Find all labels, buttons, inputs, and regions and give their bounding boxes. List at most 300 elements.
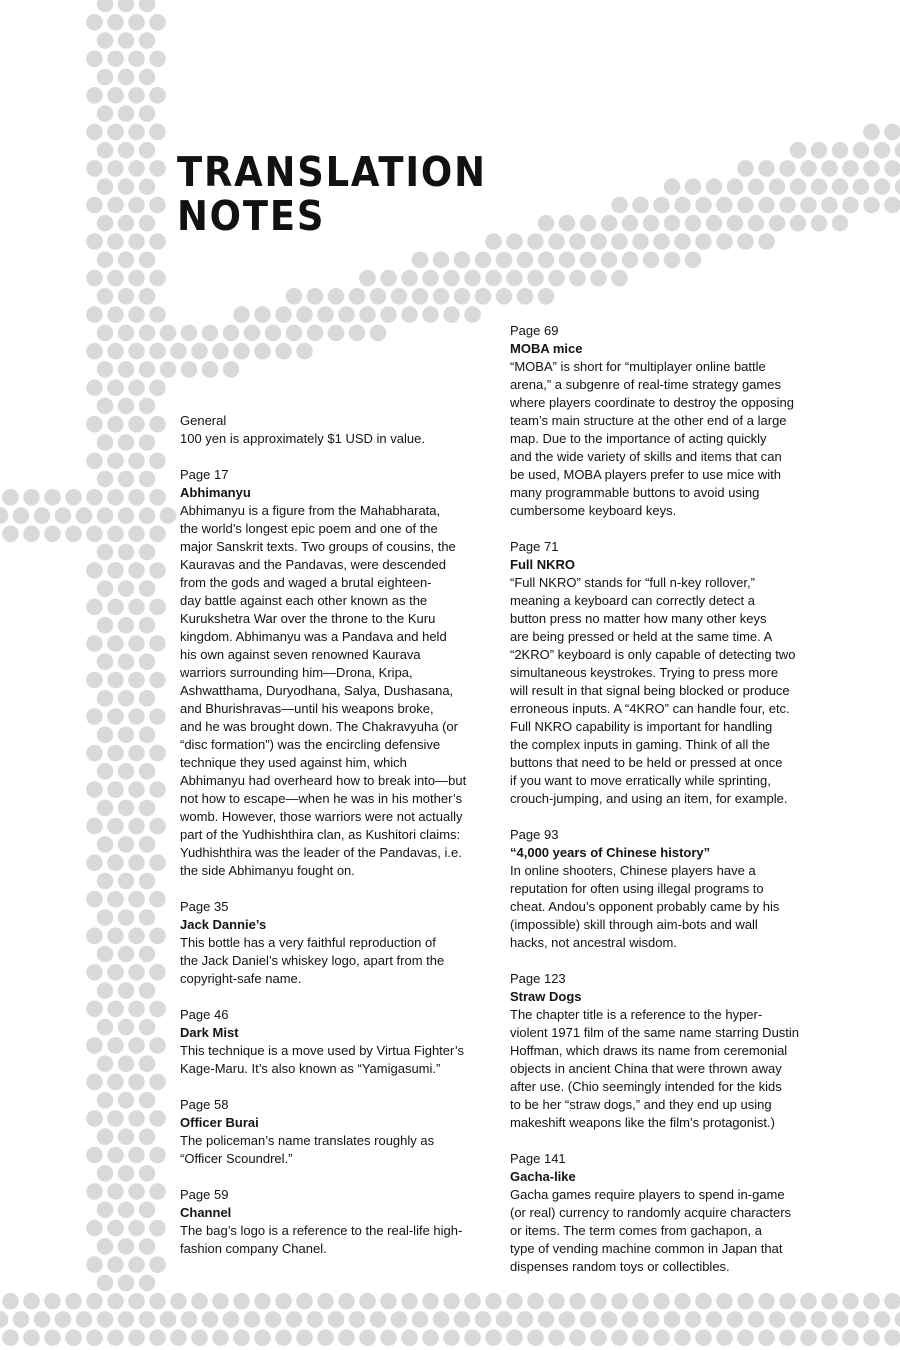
halftone-dot xyxy=(412,1311,429,1328)
halftone-dot xyxy=(86,343,103,360)
halftone-dot xyxy=(128,416,145,433)
halftone-dot xyxy=(86,708,103,725)
halftone-dot xyxy=(338,1329,355,1346)
note-heading: Officer Burai xyxy=(180,1115,259,1130)
halftone-dot xyxy=(716,233,733,250)
halftone-dot xyxy=(874,142,891,159)
halftone-dot xyxy=(391,288,408,305)
halftone-dot xyxy=(695,1293,712,1310)
note-line: the side Abhimanyu fought on. xyxy=(180,863,355,878)
halftone-dot xyxy=(170,1293,187,1310)
halftone-dot xyxy=(538,1311,555,1328)
note-heading: Jack Dannie’s xyxy=(180,917,267,932)
halftone-dot xyxy=(842,1329,859,1346)
halftone-dot xyxy=(674,233,691,250)
halftone-dot xyxy=(475,288,492,305)
halftone-dot xyxy=(86,1329,103,1346)
halftone-dot xyxy=(758,197,775,214)
halftone-dot xyxy=(874,178,891,195)
note-chinese-history xyxy=(510,826,820,952)
halftone-dot xyxy=(716,197,733,214)
halftone-dot xyxy=(149,635,166,652)
halftone-dot xyxy=(506,1293,523,1310)
halftone-dot xyxy=(244,325,261,342)
halftone-dot xyxy=(674,1329,691,1346)
note-line: from the gods and waged a brutal eighteen- xyxy=(180,575,432,590)
note-page-label: Page 71 xyxy=(510,539,559,554)
halftone-dot xyxy=(128,1220,145,1237)
halftone-dot xyxy=(517,251,534,268)
halftone-dot xyxy=(307,1311,324,1328)
halftone-dot xyxy=(13,1311,30,1328)
halftone-dot xyxy=(97,507,114,524)
halftone-dot xyxy=(139,142,156,159)
halftone-dot xyxy=(128,928,145,945)
halftone-dot xyxy=(128,343,145,360)
halftone-dot xyxy=(160,1311,177,1328)
halftone-dot xyxy=(107,1256,124,1273)
halftone-dot xyxy=(832,215,849,232)
halftone-dot xyxy=(128,1037,145,1054)
halftone-dot xyxy=(181,361,198,378)
note-line: Yudhishthira was the leader of the Pandavas, i.e. xyxy=(180,845,462,860)
halftone-dot xyxy=(149,51,166,68)
note-body xyxy=(180,1042,490,1078)
halftone-dot xyxy=(97,288,114,305)
halftone-dot xyxy=(149,1110,166,1127)
halftone-dot xyxy=(139,507,156,524)
halftone-dot xyxy=(181,325,198,342)
halftone-dot xyxy=(328,1311,345,1328)
note-body xyxy=(510,1186,820,1276)
halftone-dot xyxy=(811,178,828,195)
halftone-dot xyxy=(149,891,166,908)
halftone-dot xyxy=(149,1293,166,1310)
halftone-dot xyxy=(107,1074,124,1091)
halftone-dot xyxy=(107,1220,124,1237)
halftone-dot xyxy=(139,1202,156,1219)
halftone-dot xyxy=(23,526,40,543)
note-line: (impossible) skill through aim-bots and wall xyxy=(510,917,758,932)
halftone-dot xyxy=(506,270,523,287)
halftone-dot xyxy=(34,1311,51,1328)
halftone-dot xyxy=(296,1293,313,1310)
halftone-dot xyxy=(674,1293,691,1310)
halftone-dot xyxy=(86,233,103,250)
halftone-dot xyxy=(97,982,114,999)
note-line: button press no matter how many other keys xyxy=(510,611,767,626)
halftone-dot xyxy=(254,1293,271,1310)
halftone-dot xyxy=(86,14,103,31)
halftone-dot xyxy=(139,178,156,195)
halftone-dot xyxy=(128,635,145,652)
halftone-dot xyxy=(128,51,145,68)
halftone-dot xyxy=(139,946,156,963)
halftone-dot xyxy=(359,1329,376,1346)
halftone-dot xyxy=(118,1165,135,1182)
halftone-dot xyxy=(244,1311,261,1328)
halftone-dot xyxy=(653,233,670,250)
halftone-dot xyxy=(548,1329,565,1346)
halftone-dot xyxy=(86,306,103,323)
page-title xyxy=(177,150,487,238)
halftone-dot xyxy=(359,270,376,287)
halftone-dot xyxy=(118,1055,135,1072)
halftone-dot xyxy=(758,160,775,177)
halftone-dot xyxy=(97,800,114,817)
note-line: will result in that signal being blocked or produce xyxy=(510,683,790,698)
halftone-dot xyxy=(107,343,124,360)
halftone-dot xyxy=(737,1329,754,1346)
halftone-dot xyxy=(97,946,114,963)
halftone-dot xyxy=(748,1311,765,1328)
halftone-dot xyxy=(44,1293,61,1310)
halftone-dot xyxy=(548,233,565,250)
halftone-dot xyxy=(2,489,19,506)
halftone-dot xyxy=(779,160,796,177)
halftone-dot xyxy=(443,1293,460,1310)
halftone-dot xyxy=(569,270,586,287)
halftone-dot xyxy=(664,251,681,268)
halftone-dot xyxy=(548,270,565,287)
halftone-dot xyxy=(118,142,135,159)
halftone-dot xyxy=(118,653,135,670)
halftone-dot xyxy=(149,964,166,981)
note-line: This bottle has a very faithful reproduction of xyxy=(180,935,436,950)
halftone-dot xyxy=(139,1092,156,1109)
note-page-label: Page 46 xyxy=(180,1007,229,1022)
halftone-dot xyxy=(338,306,355,323)
note-gacha-like xyxy=(510,1150,820,1276)
note-body xyxy=(510,358,820,520)
halftone-dot xyxy=(842,197,859,214)
note-line: objects in ancient China that were thrown away xyxy=(510,1061,782,1076)
halftone-dot xyxy=(821,1329,838,1346)
halftone-dot xyxy=(706,178,723,195)
halftone-dot xyxy=(307,288,324,305)
halftone-dot xyxy=(65,526,82,543)
halftone-dot xyxy=(580,215,597,232)
halftone-dot xyxy=(139,1275,156,1292)
halftone-dot xyxy=(118,617,135,634)
halftone-dot xyxy=(97,251,114,268)
halftone-dot xyxy=(643,1311,660,1328)
halftone-dot xyxy=(118,544,135,561)
halftone-dot xyxy=(895,1311,900,1328)
halftone-dot xyxy=(233,1293,250,1310)
halftone-dot xyxy=(86,489,103,506)
halftone-dot xyxy=(254,1329,271,1346)
halftone-dot xyxy=(139,727,156,744)
halftone-dot xyxy=(86,51,103,68)
halftone-dot xyxy=(695,197,712,214)
note-line: violent 1971 film of the same name starring Dustin xyxy=(510,1025,800,1040)
halftone-dot xyxy=(433,288,450,305)
halftone-dot xyxy=(128,818,145,835)
halftone-dot xyxy=(716,1329,733,1346)
halftone-dot xyxy=(790,142,807,159)
halftone-dot xyxy=(800,197,817,214)
halftone-dot xyxy=(107,599,124,616)
halftone-dot xyxy=(97,325,114,342)
halftone-dot xyxy=(128,854,145,871)
halftone-dot xyxy=(107,51,124,68)
halftone-dot xyxy=(727,215,744,232)
halftone-dot xyxy=(853,1311,870,1328)
halftone-dot xyxy=(107,87,124,104)
halftone-dot xyxy=(107,1037,124,1054)
note-body xyxy=(180,502,490,880)
halftone-dot xyxy=(128,1329,145,1346)
halftone-dot xyxy=(380,270,397,287)
halftone-dot xyxy=(475,1311,492,1328)
halftone-dot xyxy=(97,580,114,597)
halftone-dot xyxy=(107,1293,124,1310)
halftone-dot xyxy=(118,1092,135,1109)
halftone-dot xyxy=(118,215,135,232)
halftone-dot xyxy=(86,526,103,543)
halftone-dot xyxy=(118,763,135,780)
halftone-dot xyxy=(842,160,859,177)
halftone-dot xyxy=(107,1183,124,1200)
halftone-dot xyxy=(590,1329,607,1346)
halftone-dot xyxy=(107,854,124,871)
halftone-dot xyxy=(769,215,786,232)
halftone-dot xyxy=(149,379,166,396)
halftone-dot xyxy=(559,251,576,268)
note-line: “2KRO” keyboard is only capable of detecting two xyxy=(510,647,796,662)
halftone-dot xyxy=(107,928,124,945)
halftone-dot xyxy=(328,325,345,342)
note-line: kingdom. Abhimanyu was a Pandava and held xyxy=(180,629,447,644)
halftone-dot xyxy=(737,160,754,177)
note-line: simultaneous keystrokes. Trying to press more xyxy=(510,665,779,680)
halftone-dot xyxy=(811,142,828,159)
note-line: “Officer Scoundrel.” xyxy=(180,1151,293,1166)
halftone-dot xyxy=(76,1311,93,1328)
halftone-dot xyxy=(674,197,691,214)
note-line: the world’s longest epic poem and one of the xyxy=(180,521,438,536)
halftone-dot xyxy=(601,251,618,268)
note-line: hacks, not ancestral wisdom. xyxy=(510,935,677,950)
halftone-dot xyxy=(170,1329,187,1346)
halftone-dot xyxy=(97,0,114,12)
note-line: “Full NKRO” stands for “full n-key rollover,” xyxy=(510,575,755,590)
halftone-dot xyxy=(265,325,282,342)
halftone-dot xyxy=(97,178,114,195)
halftone-dot xyxy=(863,1329,880,1346)
halftone-dot xyxy=(139,1128,156,1145)
halftone-dot xyxy=(139,288,156,305)
note-full-nkro xyxy=(510,538,820,808)
halftone-dot xyxy=(884,160,900,177)
halftone-dot xyxy=(811,1311,828,1328)
halftone-dot xyxy=(0,507,8,524)
halftone-dot xyxy=(107,489,124,506)
halftone-dot xyxy=(128,1074,145,1091)
halftone-dot xyxy=(107,891,124,908)
halftone-dot xyxy=(107,306,124,323)
halftone-dot xyxy=(149,14,166,31)
halftone-dot xyxy=(128,160,145,177)
halftone-dot xyxy=(23,489,40,506)
halftone-dot xyxy=(97,434,114,451)
halftone-dot xyxy=(485,233,502,250)
halftone-dot xyxy=(884,1329,900,1346)
halftone-dot xyxy=(139,69,156,86)
halftone-dot xyxy=(118,325,135,342)
halftone-dot xyxy=(254,343,271,360)
halftone-dot xyxy=(821,160,838,177)
halftone-dot xyxy=(611,233,628,250)
halftone-dot xyxy=(107,672,124,689)
halftone-dot xyxy=(254,306,271,323)
halftone-dot xyxy=(296,1329,313,1346)
halftone-dot xyxy=(611,1293,628,1310)
halftone-dot xyxy=(86,1256,103,1273)
halftone-dot xyxy=(380,1329,397,1346)
note-body xyxy=(180,430,490,448)
halftone-dot xyxy=(149,1329,166,1346)
halftone-dot xyxy=(86,635,103,652)
note-line: arena,” a subgenre of real-time strategy games xyxy=(510,377,781,392)
halftone-dot xyxy=(97,836,114,853)
note-page-label: Page 35 xyxy=(180,899,229,914)
halftone-dot xyxy=(86,160,103,177)
halftone-dot xyxy=(517,288,534,305)
halftone-dot xyxy=(737,197,754,214)
note-line: reputation for often using illegal programs to xyxy=(510,881,764,896)
halftone-dot xyxy=(727,178,744,195)
halftone-dot xyxy=(884,124,900,141)
halftone-dot xyxy=(149,306,166,323)
halftone-dot xyxy=(527,1293,544,1310)
halftone-dot xyxy=(86,1074,103,1091)
halftone-dot xyxy=(2,526,19,543)
halftone-dot xyxy=(65,489,82,506)
halftone-dot xyxy=(580,251,597,268)
halftone-dot xyxy=(23,1329,40,1346)
halftone-dot xyxy=(391,1311,408,1328)
halftone-dot xyxy=(128,1001,145,1018)
halftone-dot xyxy=(275,1293,292,1310)
halftone-dot xyxy=(97,1202,114,1219)
halftone-dot xyxy=(86,1001,103,1018)
halftone-dot xyxy=(118,507,135,524)
halftone-dot xyxy=(622,251,639,268)
halftone-dot xyxy=(139,251,156,268)
halftone-dot xyxy=(86,891,103,908)
halftone-dot xyxy=(139,1311,156,1328)
halftone-dot xyxy=(86,1147,103,1164)
halftone-dot xyxy=(86,928,103,945)
halftone-dot xyxy=(118,361,135,378)
halftone-dot xyxy=(2,1293,19,1310)
halftone-dot xyxy=(863,160,880,177)
halftone-dot xyxy=(97,1055,114,1072)
halftone-dot xyxy=(454,251,471,268)
halftone-dot xyxy=(107,233,124,250)
halftone-dot xyxy=(97,471,114,488)
halftone-dot xyxy=(832,142,849,159)
halftone-dot xyxy=(412,288,429,305)
note-line: erroneous inputs. A “4KRO” can handle four, etc. xyxy=(510,701,790,716)
halftone-dot xyxy=(86,1110,103,1127)
halftone-dot xyxy=(0,1311,8,1328)
note-line: “MOBA” is short for “multiplayer online battle xyxy=(510,359,766,374)
halftone-dot xyxy=(139,361,156,378)
note-line: the Jack Daniel’s whiskey logo, apart from the xyxy=(180,953,445,968)
note-line: dispenses random toys or collectibles. xyxy=(510,1259,730,1274)
halftone-dot xyxy=(128,745,145,762)
note-dark-mist xyxy=(180,1006,490,1078)
note-body xyxy=(510,1006,820,1132)
halftone-dot xyxy=(790,1311,807,1328)
halftone-dot xyxy=(139,544,156,561)
halftone-dot xyxy=(202,325,219,342)
halftone-dot xyxy=(139,1165,156,1182)
note-heading: Straw Dogs xyxy=(510,989,582,1004)
halftone-dot xyxy=(128,14,145,31)
halftone-dot xyxy=(464,306,481,323)
halftone-dot xyxy=(107,453,124,470)
halftone-dot xyxy=(97,215,114,232)
halftone-dot xyxy=(139,215,156,232)
halftone-dot xyxy=(664,215,681,232)
halftone-dot xyxy=(412,251,429,268)
halftone-dot xyxy=(139,1055,156,1072)
note-channel xyxy=(180,1186,490,1258)
note-line: his own against seven renowned Kaurava xyxy=(180,647,421,662)
halftone-dot xyxy=(139,800,156,817)
halftone-dot xyxy=(727,1311,744,1328)
halftone-dot xyxy=(685,1311,702,1328)
halftone-dot xyxy=(821,197,838,214)
halftone-dot xyxy=(86,781,103,798)
halftone-dot xyxy=(118,580,135,597)
halftone-dot xyxy=(139,325,156,342)
halftone-dot xyxy=(44,1329,61,1346)
note-line: technique they used against him, which xyxy=(180,755,407,770)
halftone-dot xyxy=(779,197,796,214)
halftone-dot xyxy=(748,215,765,232)
halftone-dot xyxy=(853,142,870,159)
halftone-dot xyxy=(107,818,124,835)
halftone-dot xyxy=(170,343,187,360)
note-line: after use. (Chio seemingly intended for the kids xyxy=(510,1079,782,1094)
halftone-dot xyxy=(97,763,114,780)
note-heading: Channel xyxy=(180,1205,232,1220)
halftone-dot xyxy=(139,1019,156,1036)
halftone-dot xyxy=(643,251,660,268)
halftone-dot xyxy=(128,197,145,214)
halftone-dot xyxy=(118,32,135,49)
halftone-dot xyxy=(97,105,114,122)
halftone-dot xyxy=(622,215,639,232)
halftone-dot xyxy=(632,1329,649,1346)
halftone-dot xyxy=(86,416,103,433)
halftone-dot xyxy=(97,873,114,890)
halftone-dot xyxy=(160,361,177,378)
halftone-dot xyxy=(853,178,870,195)
note-officer-burai xyxy=(180,1096,490,1168)
halftone-dot xyxy=(737,1293,754,1310)
note-line: the complex inputs in gaming. Think of all the xyxy=(510,737,770,752)
halftone-dot xyxy=(317,1329,334,1346)
halftone-dot xyxy=(128,964,145,981)
halftone-dot xyxy=(653,1329,670,1346)
halftone-dot xyxy=(233,343,250,360)
